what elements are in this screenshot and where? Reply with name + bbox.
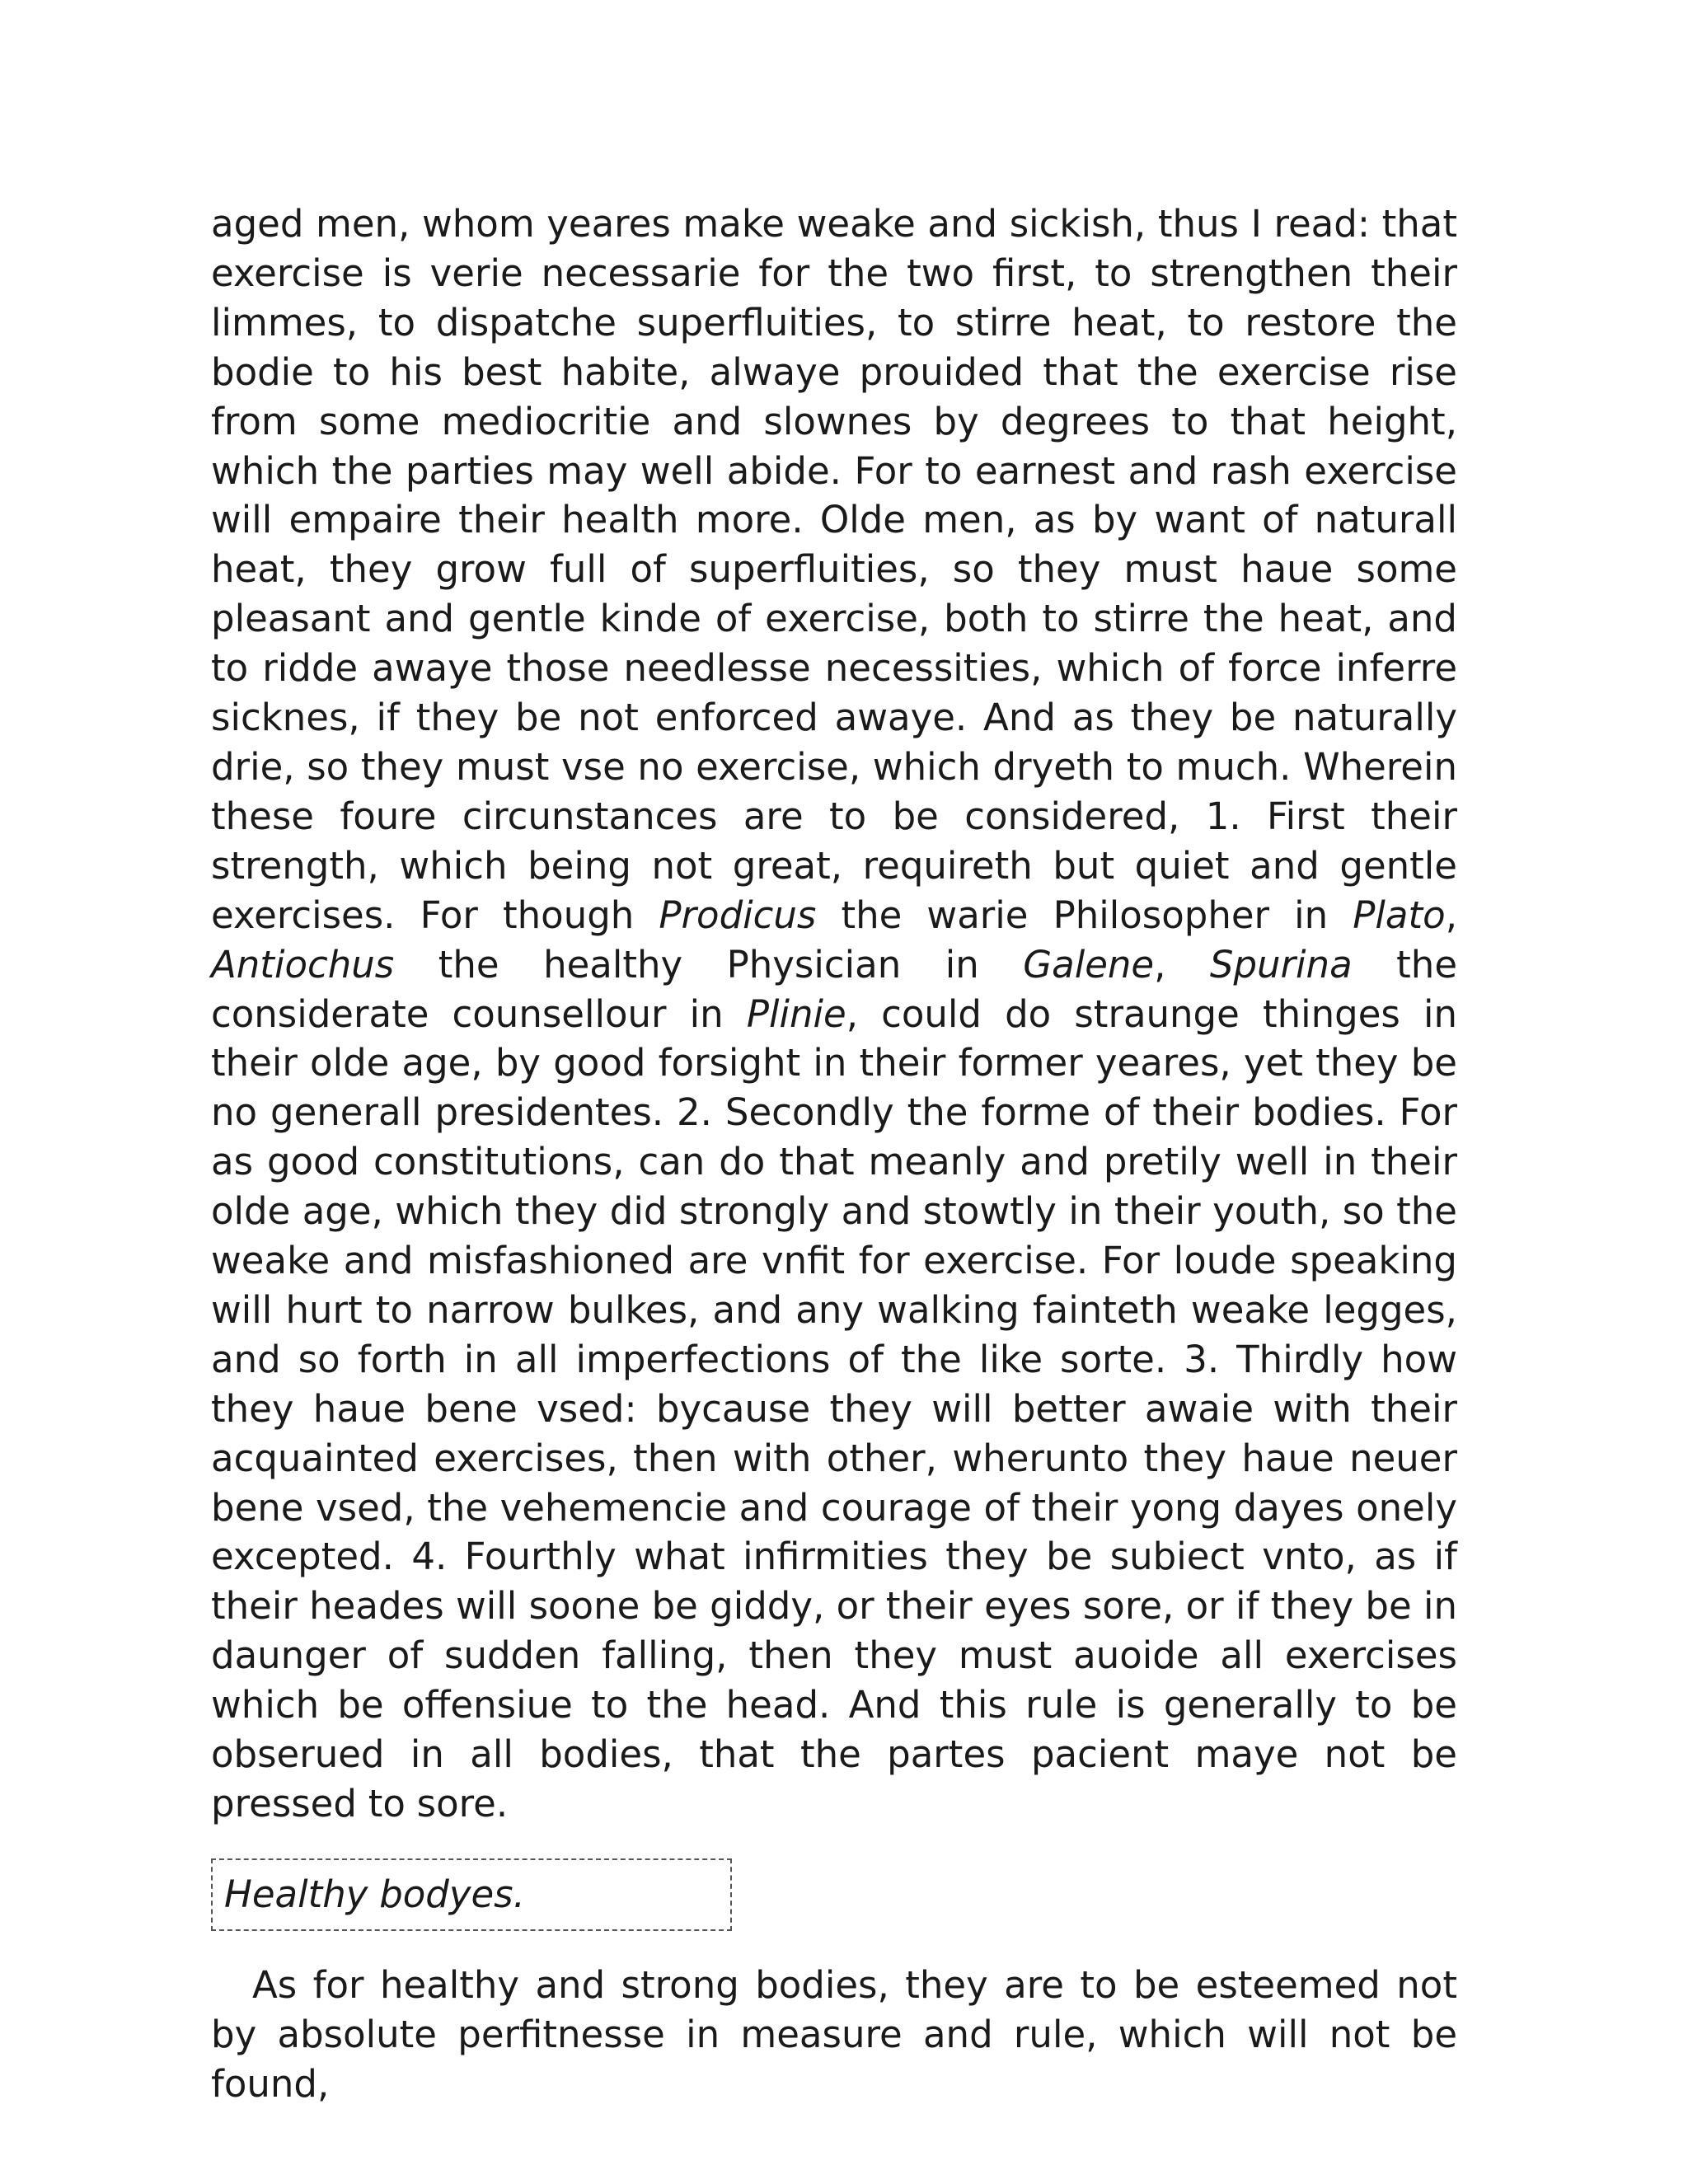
italic-name: Plato [1353,893,1446,937]
italic-name: Antiochus [211,942,395,987]
text-run: aged men, whom yeares make weake and sickish, thus I read: that exercise is verie necessarie for the two first, to strengthen their limmes, to dispatche superfluities, to stirre heat, to restore the bodie to his best habite, alwaye prouided that the exercise rise from some mediocritie and slownes by degrees to that height, which the parties may well abide. For to earnest and rash exercise will empaire their health more. Olde men, as by want of naturall heat, they grow full of superfluities, so they must haue some pleasant and gentle kinde of exercise, both to stirre the heat, and to ridde awaye those needlesse necessities, which of force inferre sicknes, if they be not enforced awaye. And as they be naturally drie, so they must vse no exercise, which dryeth to much. Wherein these foure circunstances are to be considered, 1. First their strength, which being not great, requireth but quiet and gentle exercises. For though [211,202,1457,937]
italic-name: Prodicus [659,893,817,937]
italic-name: Spurina [1209,942,1353,987]
text-run: , could do straunge thinges in their olde age, by good forsight in their former yeares, yet they be no generall presidentes. 2. Secondly the forme of their bodies. For as good constitutions, can do that meanly and pretily well in their olde age, which they did strongly and stowtly in their youth, so the weake and misfashioned are vnfit for exercise. For loude speaking will hurt to narrow bulkes, and any walking fainteth weake legges, and so forth in all imperfections of the like sorte. 3. Thirdly how they haue bene vsed: bycause they will better awaie with their acquainted exercises, then with other, wherunto they haue neuer bene vsed, the vehemencie and courage of their yong dayes onely excepted. 4. Fourthly what infirmities they be subiect vnto, as if their heades will soone be giddy, or their eyes sore, or if they be in daunger of sudden falling, then they must auoide all exercises which be offensiue to the head. And this rule is generally to be obserued in all bodies, that the partes pacient maye not be pressed to sore. [211,991,1457,1825]
text-run: , [1445,893,1457,937]
body-paragraph-continued: As for healthy and strong bodies, they are to be esteemed not by absolute perfitnesse in measure and rule, which will not be found, [211,1962,1457,2106]
italic-name: Galene [1023,942,1155,987]
text-run: the considerate counsellour in [211,942,1458,1036]
text-run: the warie Philosopher in [816,893,1353,937]
text-run: the healthy Physician in [394,942,1024,987]
document-page [211,199,1457,2109]
text-run: , [1154,942,1210,987]
italic-name: Plinie [746,991,846,1036]
body-paragraph [211,199,1457,1829]
sidenote-box: Healthy bodyes. [211,1858,732,1931]
